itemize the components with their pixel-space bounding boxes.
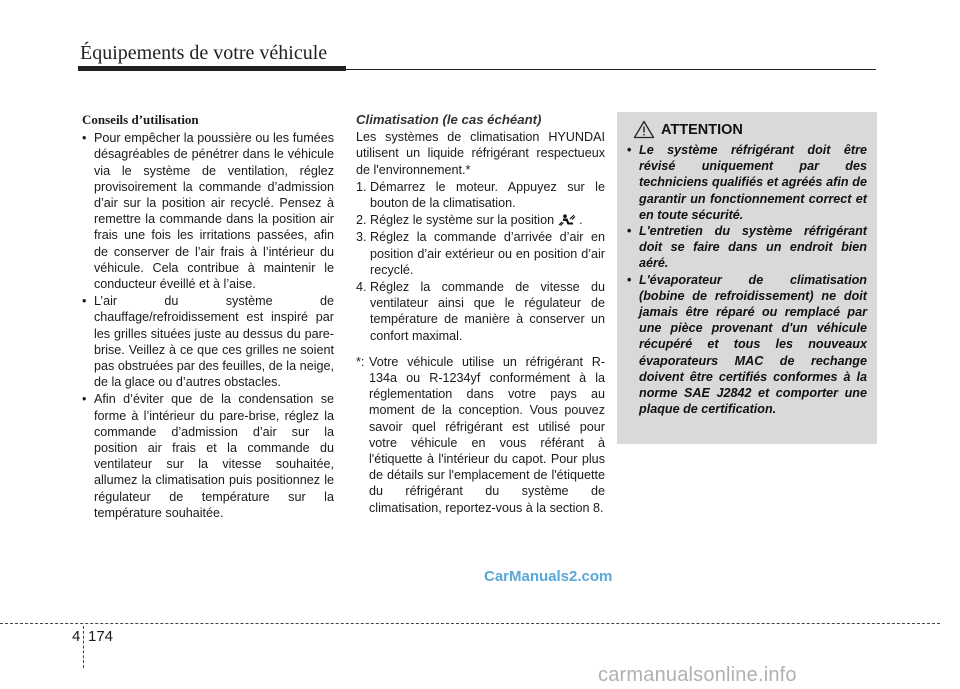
step-text: Réglez le système sur la position <box>370 213 555 228</box>
middle-column <box>356 112 605 516</box>
caution-title: ATTENTION <box>661 121 743 138</box>
tip-text: L’air du système de chauffage/refroidissement est inspiré par les grilles situées juste au dessus du pare-brise. Veillez à ce que ces grilles ne soient pas obstruées par des feuilles, de la neige, de la glace ou d’autres obstacles. <box>94 294 334 390</box>
header-rule <box>78 66 346 71</box>
bullet: • <box>627 224 632 239</box>
caution-header <box>633 120 867 139</box>
step-number: 3. <box>356 230 367 245</box>
page-number: 174 <box>88 628 114 645</box>
tip-text: Afin d’éviter que de la condensation se forme à l’intérieur du pare-brise, réglez la commande d’admission d’air sur la position air frais et la commande du ventilateur sur la vitesse souhaitée, allumez la climatisation puis positionnez le régulateur de température sur la température souhaitée. <box>94 392 334 520</box>
step-text: Réglez la commande de vitesse du ventilateur ainsi que le régulateur de température de manière à conserver un confort maximal. <box>370 280 605 343</box>
step-number: 2. <box>356 213 367 228</box>
tip-item <box>82 130 334 292</box>
step-item <box>356 179 605 211</box>
footer-site-link[interactable]: carmanualsonline.info <box>598 664 797 686</box>
caution-text: L'évaporateur de climatisation (bobine de refroidissement) ne doit jamais être réparé ou remplacé par une pièce provenant d'un véhicule récupéré et tous les nouveaux évaporateurs MAC de rechange doivent être certifiés conformes à la norme SAE J2842 et comporter une plaque de certification. <box>639 272 867 417</box>
tip-item <box>82 391 334 521</box>
bullet: • <box>82 294 87 309</box>
tip-item <box>82 293 334 390</box>
tips-heading: Conseils d’utilisation <box>82 112 199 127</box>
caution-item <box>627 142 867 223</box>
bullet: • <box>82 131 87 146</box>
left-column <box>82 112 334 522</box>
step-item <box>356 229 605 278</box>
ac-heading: Climatisation (le cas échéant) <box>356 112 542 127</box>
step-number: 4. <box>356 280 367 295</box>
step-number: 1. <box>356 179 367 194</box>
ac-intro: Les systèmes de climatisation HYUNDAI utilisent un liquide réfrigérant respectueux de l'environnement.* <box>356 130 605 177</box>
footer-rule <box>0 623 940 624</box>
warning-triangle-icon <box>633 120 655 139</box>
header-rule-thin <box>346 69 876 70</box>
footnote-mark: *: <box>356 354 365 369</box>
step-text: Démarrez le moteur. Appuyez sur le bouton de la climatisation. <box>370 179 605 211</box>
step-text: Réglez la commande d’arrivée d’air en position d’air extérieur ou en position d’air recyclé. <box>370 230 605 277</box>
watermark-link[interactable]: CarManuals2.com <box>484 568 613 585</box>
caution-box <box>617 112 877 444</box>
page-header-title: Équipements de votre véhicule <box>80 42 328 64</box>
caution-item <box>627 223 867 272</box>
step-text-end: . <box>579 213 583 228</box>
fan-floor-mode-icon <box>558 214 576 226</box>
tip-text: Pour empêcher la poussière ou les fumées désagréables de pénétrer dans le véhicule via le système de ventilation, réglez provisoirement la commande d’admission d’air sur la position air recyclé. Pensez à remettre la commande dans la position air frais une fois les irritations passées, afin de conserver de l’air frais à l’intérieur du véhicule. Cela contribue à maintenir le conducteur éveillé et à l’aise. <box>94 131 334 292</box>
caution-item <box>627 272 867 418</box>
footnote-text: Votre véhicule utilise un réfrigérant R-134a ou R-1234yf conformément à la réglementation dans votre pays au moment de la conception. Vous pouvez savoir quel réfrigérant est utilisé pour votre véhicule en vous référant à l'étiquette à l'intérieur du capot. Pour plus de détails sur l'emplacement de l'étiquette du réfrigérant du système de climatisation, reportez-vous à la section 8. <box>369 354 605 515</box>
caution-text: Le système réfrigérant doit être révisé uniquement par des techniciens qualifiés et agréés afin de garantir un fonctionnement correct et en toute sécurité. <box>639 143 867 222</box>
step-item <box>356 212 605 228</box>
bullet: • <box>627 272 632 287</box>
footer-divider <box>83 626 84 668</box>
step-item <box>356 279 605 344</box>
footnote <box>356 354 605 516</box>
bullet: • <box>627 143 632 157</box>
caution-text: L'entretien du système réfrigérant doit se faire dans un endroit bien aéré. <box>639 224 867 271</box>
chapter-number: 4 <box>72 628 81 645</box>
bullet: • <box>82 392 87 407</box>
